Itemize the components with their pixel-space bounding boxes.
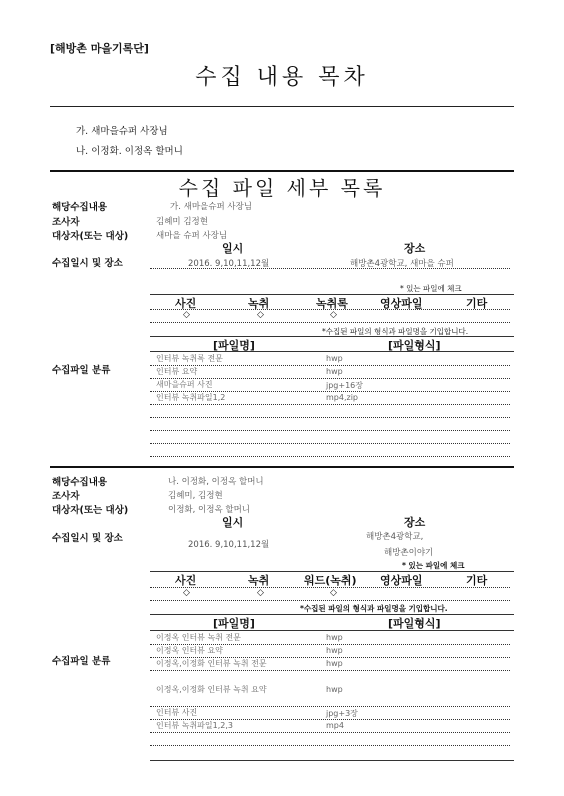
file-name: 인터뷰 녹취록 전문 [156, 354, 223, 363]
dotted-rule [150, 706, 510, 707]
dotted-rule [150, 745, 510, 746]
rule [150, 760, 514, 761]
file-format: jpg+16장 [326, 381, 363, 390]
page-title: 수집 내용 목차 [195, 65, 369, 90]
divider [50, 106, 514, 107]
content-value: 나. 이정화, 이정옥 할머니 [168, 477, 264, 487]
dotted-rule [150, 670, 510, 671]
dotted-rule [150, 732, 510, 733]
type-video: 영상파일 [380, 574, 423, 587]
file-name: 인터뷰 녹취파일1,2 [156, 393, 226, 402]
place-value: 해방촌이야기 [384, 548, 434, 558]
place-value: 해방촌4광학교, [366, 532, 424, 542]
place-value: 해방촌4광학교, 새마을 슈퍼 [350, 259, 454, 269]
subject-value: 새마을 슈퍼 사장님 [156, 231, 228, 241]
section-divider [50, 466, 514, 468]
dotted-rule [150, 322, 510, 323]
file-name: 인터뷰 요약 [156, 367, 198, 376]
dotted-rule [150, 404, 510, 405]
file-format: hwp [326, 646, 343, 655]
check-note: * 있는 파일에 체크 [400, 284, 462, 293]
subject-label: 대상자(또는 대상) [52, 231, 129, 242]
rule [150, 630, 514, 631]
type-video: 영상파일 [380, 297, 423, 310]
file-name: 새마을슈퍼 사진 [156, 380, 213, 389]
section-title: 수집 파일 세부 목록 [178, 176, 386, 200]
content-label: 해당수집내용 [52, 202, 108, 213]
document-tag: [해방촌 마을기록단] [50, 42, 149, 55]
investigator-label: 조사자 [52, 217, 80, 228]
file-format: jpg+3장 [326, 709, 358, 718]
check-recording[interactable]: ◇ [257, 310, 264, 320]
file-name: 이정옥,이정화 인터뷰 녹취 요약 [156, 685, 267, 694]
investigator-value: 김혜미, 김정현 [168, 491, 223, 501]
dotted-rule [150, 443, 510, 444]
type-other: 기타 [466, 297, 488, 310]
file-name: 이정옥 인터뷰 녹취 전문 [156, 633, 241, 642]
subject-label: 대상자(또는 대상) [52, 505, 129, 516]
file-name-header: [파일명] [213, 617, 255, 630]
rule [150, 336, 514, 337]
file-format: hwp [326, 367, 343, 376]
type-recording: 녹취 [248, 297, 270, 310]
dotted-rule [150, 309, 510, 310]
rule [150, 614, 514, 615]
file-name: 이정옥 인터뷰 요약 [156, 646, 223, 655]
type-photo: 사진 [175, 574, 197, 587]
dotted-rule [150, 587, 510, 588]
place-column-header: 장소 [404, 516, 426, 529]
file-format-header: [파일형식] [388, 339, 441, 352]
file-name: 인터뷰 녹취파일1,2,3 [156, 721, 233, 730]
content-label: 해당수집내용 [52, 477, 108, 488]
check-note: * 있는 파일에 체크 [402, 561, 465, 570]
file-format: mp4 [326, 721, 344, 730]
file-name: 인터뷰 사진 [156, 708, 198, 717]
date-column-header: 일시 [222, 242, 244, 255]
format-note: *수집된 파일의 형식과 파일명을 기입합니다. [322, 327, 469, 336]
file-format: hwp [326, 659, 343, 668]
investigator-label: 조사자 [52, 491, 80, 502]
check-photo[interactable]: ◇ [183, 588, 190, 598]
file-format: mp4,zip [326, 393, 359, 402]
investigator-value: 김혜미 김정현 [156, 217, 208, 227]
dotted-rule [150, 417, 510, 418]
subject-value: 이정화, 이정옥 할머니 [168, 505, 251, 515]
dotted-rule [150, 365, 510, 366]
file-format: hwp [326, 685, 343, 694]
type-word-transcript: 워드(녹취) [304, 574, 357, 587]
file-name: 이정옥,이정화 인터뷰 녹취 전문 [156, 659, 267, 668]
check-word[interactable]: ◇ [330, 588, 337, 598]
check-recording[interactable]: ◇ [257, 588, 264, 598]
file-name-header: [파일명] [213, 339, 255, 352]
dotted-rule [150, 268, 510, 269]
type-photo: 사진 [175, 297, 197, 310]
date-column-header: 일시 [222, 516, 244, 529]
file-format: hwp [326, 354, 343, 363]
check-transcript[interactable]: ◇ [330, 310, 337, 320]
datetime-place-label: 수집일시 및 장소 [52, 533, 123, 544]
type-other: 기타 [466, 574, 488, 587]
toc-item: 가. 새마을슈퍼 사장님 [76, 126, 168, 137]
file-class-label: 수집파일 분류 [52, 656, 111, 667]
toc-item: 나. 이정화. 이정옥 할머니 [76, 146, 183, 157]
place-column-header: 장소 [404, 242, 426, 255]
file-format: hwp [326, 633, 343, 642]
dotted-rule [150, 600, 510, 601]
format-note: *수집된 파일의 형식과 파일명을 기입합니다. [300, 604, 448, 613]
file-format-header: [파일형식] [388, 617, 441, 630]
dotted-rule [150, 456, 510, 457]
datetime-place-label: 수집일시 및 장소 [52, 258, 123, 269]
type-transcript: 녹취록 [316, 297, 348, 310]
dotted-rule [150, 430, 510, 431]
rule [150, 351, 514, 352]
check-photo[interactable]: ◇ [183, 310, 190, 320]
date-value: 2016. 9,10,11,12월 [188, 540, 270, 550]
file-class-label: 수집파일 분류 [52, 365, 111, 376]
date-value: 2016. 9,10,11,12월 [188, 259, 270, 269]
content-value: 가. 새마을슈퍼 사장님 [170, 202, 253, 212]
type-recording: 녹취 [248, 574, 270, 587]
